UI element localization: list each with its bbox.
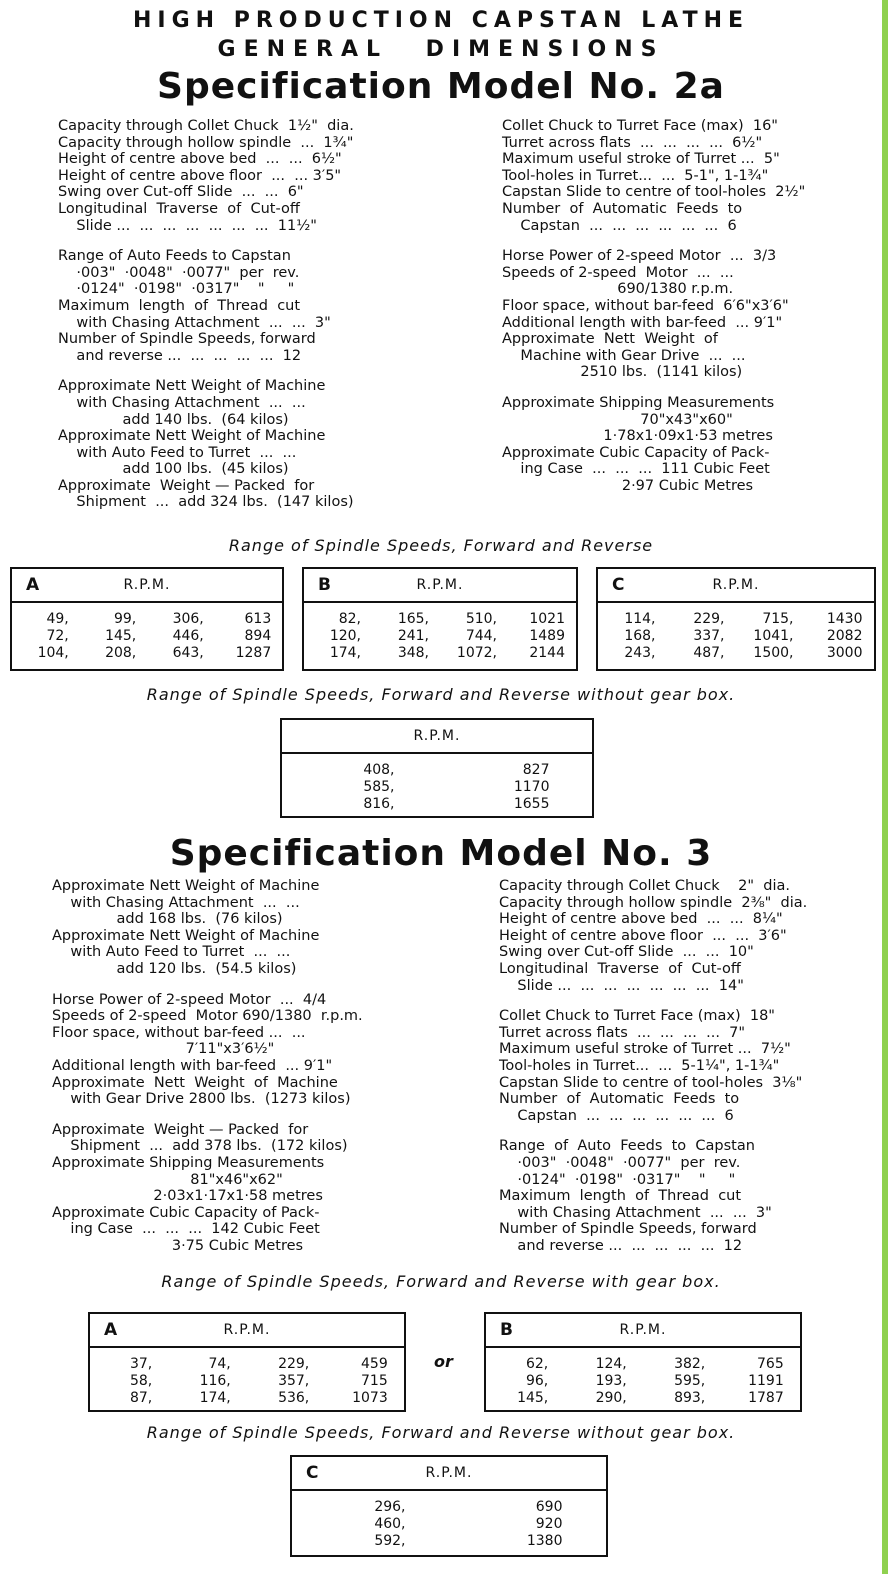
spec-line: ing Case ... ... ... 111 Cubic Feet bbox=[502, 461, 770, 478]
table-cell: 459 bbox=[361, 1356, 388, 1372]
table-row bbox=[292, 1533, 606, 1550]
spec-line: Machine with Gear Drive ... ... bbox=[502, 347, 746, 364]
spec-line: Swing over Cut-off Slide ... ... 10" bbox=[499, 944, 754, 961]
spec-line: 70"x43"x60" bbox=[502, 411, 733, 428]
table-cell: 229, bbox=[693, 611, 725, 627]
spec-line: Approximate Shipping Measurements bbox=[52, 1154, 325, 1171]
spec-line: 1·78x1·09x1·53 metres bbox=[502, 428, 773, 445]
table-cell: 536, bbox=[278, 1390, 310, 1406]
table-cell: 690 bbox=[535, 1499, 563, 1515]
table-cell: 643, bbox=[172, 645, 204, 661]
spec-line: Approximate Nett Weight of Machine bbox=[52, 1074, 338, 1091]
spec-line: Capacity through Collet Chuck 2" dia. bbox=[499, 878, 790, 894]
spec-gap bbox=[499, 994, 843, 1008]
table-cell: 1430 bbox=[826, 611, 863, 627]
spec-line: ·003" ·0048" ·0077" per rev. bbox=[499, 1154, 741, 1171]
table-header bbox=[12, 569, 282, 603]
spec-line: Approximate Nett Weight of Machine bbox=[52, 878, 320, 894]
table-cell: 296, bbox=[374, 1499, 406, 1515]
table-cell: 613 bbox=[244, 611, 272, 627]
table-letter: A bbox=[26, 575, 40, 595]
spec-line: Range of Auto Feeds to Capstan bbox=[58, 248, 291, 265]
spec-gap bbox=[52, 978, 392, 992]
table-header bbox=[292, 1457, 606, 1491]
spec-line: Additional length with bar-feed ... 9′1" bbox=[52, 1057, 333, 1074]
page-edge bbox=[882, 0, 888, 1574]
spec-gap bbox=[58, 234, 388, 248]
table-row bbox=[304, 611, 576, 628]
spec-line: Speeds of 2-speed Motor ... ... bbox=[502, 264, 734, 281]
spec-line: with Chasing Attachment ... ... 3" bbox=[58, 314, 331, 331]
table-row bbox=[486, 1356, 800, 1373]
spec-line: add 168 lbs. (76 kilos) bbox=[52, 911, 283, 928]
spec-line: Height of centre above floor ... ... 3′6" bbox=[499, 927, 787, 944]
table-row bbox=[282, 796, 592, 813]
model-3-right-specs bbox=[499, 878, 843, 1254]
table-cell: 174, bbox=[199, 1390, 231, 1406]
spec-line: Maximum length of Thread cut bbox=[499, 1188, 742, 1205]
table-cell: 357, bbox=[278, 1373, 310, 1389]
model-2a-table-nogear bbox=[280, 718, 594, 818]
model-3-range-heading: Range of Spindle Speeds, Forward and Reverse with gear box. bbox=[161, 1272, 721, 1291]
table-cell: 290, bbox=[595, 1390, 627, 1406]
rpm-label: R.P.M. bbox=[123, 577, 171, 593]
model-2a-right-specs bbox=[502, 118, 842, 494]
spec-line: Maximum length of Thread cut bbox=[58, 297, 301, 314]
spec-line: Swing over Cut-off Slide ... ... 6" bbox=[58, 184, 304, 201]
table-cell: 1287 bbox=[235, 645, 272, 661]
table-cell: 74, bbox=[208, 1356, 231, 1372]
table-header bbox=[282, 720, 592, 754]
table-cell: 894 bbox=[244, 628, 272, 644]
spec-gap bbox=[499, 1124, 843, 1138]
spec-line: add 100 lbs. (45 kilos) bbox=[58, 461, 289, 478]
table-cell: 1041, bbox=[753, 628, 794, 644]
table-letter: C bbox=[612, 575, 625, 595]
spec-line: Turret across flats ... ... ... ... 7" bbox=[499, 1024, 746, 1041]
table-cell: 62, bbox=[525, 1356, 549, 1372]
table-row bbox=[292, 1499, 606, 1516]
spec-line: 2·03x1·17x1·58 metres bbox=[52, 1188, 323, 1205]
spec-line: ing Case ... ... ... 142 Cubic Feet bbox=[52, 1221, 320, 1238]
table-header bbox=[90, 1314, 404, 1348]
spec-line: Approximate Nett Weight of Machine bbox=[52, 927, 320, 944]
table-cell: 715, bbox=[762, 611, 794, 627]
spec-line: 2·97 Cubic Metres bbox=[502, 477, 754, 494]
spec-line: Approximate Nett Weight of Machine bbox=[58, 378, 326, 395]
spec-gap bbox=[58, 364, 388, 378]
spec-line: Speeds of 2-speed Motor 690/1380 r.p.m. bbox=[52, 1008, 363, 1025]
table-cell: 1489 bbox=[529, 628, 565, 644]
table-cell: 58, bbox=[129, 1373, 153, 1389]
spec-line: and reverse ... ... ... ... ... 12 bbox=[58, 347, 302, 364]
spec-line: and reverse ... ... ... ... ... 12 bbox=[499, 1237, 743, 1254]
spec-line: with Chasing Attachment ... ... bbox=[52, 894, 300, 911]
table-cell: 49, bbox=[46, 611, 69, 627]
spec-line: Capacity through hollow spindle 2⅜" dia. bbox=[499, 894, 808, 911]
spec-line: Maximum useful stroke of Turret ... 5" bbox=[502, 151, 780, 168]
table-cell: 920 bbox=[535, 1516, 563, 1532]
spec-line: Capstan ... ... ... ... ... ... 6 bbox=[499, 1107, 734, 1124]
spec-line: Approximate Nett Weight of bbox=[502, 331, 718, 348]
table-cell: 2144 bbox=[529, 645, 565, 661]
table-cell: 2082 bbox=[826, 628, 863, 644]
table-cell: 114, bbox=[624, 611, 656, 627]
table-cell: 145, bbox=[517, 1390, 549, 1406]
table-cell: 174, bbox=[329, 645, 361, 661]
table-row bbox=[90, 1356, 404, 1373]
spec-gap bbox=[502, 234, 842, 248]
table-cell: 37, bbox=[129, 1356, 153, 1372]
table-row bbox=[304, 628, 576, 645]
table-header bbox=[486, 1314, 800, 1348]
spec-line: Capstan ... ... ... ... ... ... 6 bbox=[502, 217, 737, 234]
spec-line: Turret across flats ... ... ... ... 6½" bbox=[502, 134, 763, 151]
spec-line: Capstan Slide to centre of tool-holes 2½" bbox=[502, 184, 806, 201]
spec-line: Height of centre above bed ... ... 8¼" bbox=[499, 911, 783, 928]
spec-line: Horse Power of 2-speed Motor ... 3/3 bbox=[502, 248, 777, 265]
table-cell: 116, bbox=[199, 1373, 231, 1389]
model-2a-table-a bbox=[10, 567, 284, 671]
model-3-table-a bbox=[88, 1312, 406, 1412]
table-cell: 243, bbox=[624, 645, 656, 661]
spec-line: with Chasing Attachment ... ... bbox=[58, 394, 306, 411]
spec-line: ·0124" ·0198" ·0317" " " bbox=[499, 1171, 736, 1188]
table-letter: A bbox=[104, 1320, 118, 1340]
spec-line: with Gear Drive 2800 lbs. (1273 kilos) bbox=[52, 1091, 351, 1108]
spec-line: Capacity through hollow spindle ... 1¾" bbox=[58, 134, 354, 151]
spec-line: Capstan Slide to centre of tool-holes 3⅛" bbox=[499, 1074, 803, 1091]
table-row bbox=[12, 611, 282, 628]
spec-line: Horse Power of 2-speed Motor ... 4/4 bbox=[52, 991, 327, 1008]
table-row bbox=[90, 1373, 404, 1390]
table-cell: 96, bbox=[525, 1373, 549, 1389]
rpm-label: R.P.M. bbox=[712, 577, 760, 593]
rpm-label: R.P.M. bbox=[416, 577, 464, 593]
table-cell: 1170 bbox=[513, 779, 550, 795]
table-cell: 744, bbox=[465, 628, 497, 644]
model-3-table-nogear bbox=[290, 1455, 608, 1557]
table-cell: 827 bbox=[522, 762, 550, 778]
model-3-left-specs bbox=[52, 878, 392, 1254]
table-cell: 382, bbox=[674, 1356, 706, 1372]
table-letter: B bbox=[318, 575, 331, 595]
table-cell: 408, bbox=[363, 762, 395, 778]
table-row bbox=[598, 611, 874, 628]
table-row bbox=[282, 779, 592, 796]
table-cell: 337, bbox=[693, 628, 725, 644]
header-line-1: HIGH PRODUCTION CAPSTAN LATHE bbox=[132, 8, 750, 33]
spec-line: Longitudinal Traverse of Cut-off bbox=[58, 200, 300, 217]
spec-line: Number of Automatic Feeds to bbox=[499, 1091, 740, 1108]
spec-line: Collet Chuck to Turret Face (max) 18" bbox=[499, 1008, 775, 1025]
table-cell: 592, bbox=[374, 1533, 406, 1549]
spec-line: Approximate Weight — Packed for bbox=[52, 1121, 309, 1138]
spec-line: Maximum useful stroke of Turret ... 7½" bbox=[499, 1041, 791, 1058]
model-2a-table-c bbox=[596, 567, 876, 671]
table-cell: 87, bbox=[129, 1390, 153, 1406]
model-2a-range-heading: Range of Spindle Speeds, Forward and Reverse bbox=[228, 536, 654, 555]
model-3-title: Specification Model No. 3 bbox=[169, 833, 713, 874]
spec-line: 690/1380 r.p.m. bbox=[502, 281, 734, 298]
rpm-label: R.P.M. bbox=[425, 1465, 473, 1481]
table-row bbox=[598, 645, 874, 662]
table-cell: 104, bbox=[37, 645, 69, 661]
spec-line: ·0124" ·0198" ·0317" " " bbox=[58, 281, 295, 298]
spec-line: add 120 lbs. (54.5 kilos) bbox=[52, 960, 297, 977]
table-cell: 120, bbox=[329, 628, 361, 644]
table-letter: B bbox=[500, 1320, 513, 1340]
table-cell: 1072, bbox=[456, 645, 497, 661]
table-cell: 1500, bbox=[753, 645, 794, 661]
table-cell: 168, bbox=[624, 628, 656, 644]
spec-line: Floor space, without bar-feed ... ... bbox=[52, 1024, 306, 1041]
spec-line: Floor space, without bar-feed 6′6"x3′6" bbox=[502, 297, 789, 314]
spec-line: add 140 lbs. (64 kilos) bbox=[58, 411, 289, 428]
spec-line: Shipment ... add 378 lbs. (172 kilos) bbox=[52, 1138, 348, 1155]
table-cell: 82, bbox=[338, 611, 361, 627]
table-cell: 208, bbox=[105, 645, 137, 661]
model-3-range-heading-nogear: Range of Spindle Speeds, Forward and Reverse without gear box. bbox=[146, 1423, 736, 1442]
table-cell: 124, bbox=[595, 1356, 627, 1372]
spec-line: Approximate Shipping Measurements bbox=[502, 394, 775, 411]
spec-line: Capacity through Collet Chuck 1½" dia. bbox=[58, 118, 354, 134]
table-cell: 765 bbox=[757, 1356, 784, 1372]
rpm-label: R.P.M. bbox=[413, 728, 461, 744]
table-cell: 306, bbox=[172, 611, 204, 627]
or-label: or bbox=[434, 1352, 453, 1371]
table-header bbox=[304, 569, 576, 603]
table-cell: 99, bbox=[113, 611, 137, 627]
spec-line: 81"x46"x62" bbox=[52, 1171, 283, 1188]
spec-gap bbox=[52, 1108, 392, 1122]
spec-line: 3·75 Cubic Metres bbox=[52, 1237, 304, 1254]
table-cell: 715 bbox=[361, 1373, 388, 1389]
table-cell: 816, bbox=[363, 796, 395, 812]
table-row bbox=[12, 628, 282, 645]
table-header bbox=[598, 569, 874, 603]
spec-line: Approximate Weight — Packed for bbox=[58, 477, 315, 494]
model-2a-left-specs bbox=[58, 118, 388, 511]
table-cell: 1191 bbox=[748, 1373, 784, 1389]
header-line-2: GENERAL DIMENSIONS bbox=[217, 37, 665, 62]
table-cell: 229, bbox=[278, 1356, 310, 1372]
table-row bbox=[598, 628, 874, 645]
table-cell: 1380 bbox=[526, 1533, 563, 1549]
spec-line: Tool-holes in Turret... ... 5-1¼", 1-1¾" bbox=[499, 1057, 780, 1074]
table-row bbox=[292, 1516, 606, 1533]
table-cell: 145, bbox=[105, 628, 137, 644]
table-cell: 241, bbox=[397, 628, 429, 644]
spec-line: with Auto Feed to Turret ... ... bbox=[58, 444, 297, 461]
spec-line: Number of Spindle Speeds, forward bbox=[58, 331, 316, 348]
spec-line: Tool-holes in Turret... ... 5-1", 1-1¾" bbox=[502, 167, 769, 184]
spec-line: Slide ... ... ... ... ... ... ... 11½" bbox=[58, 217, 317, 234]
table-row bbox=[282, 762, 592, 779]
spec-line: Height of centre above bed ... ... 6½" bbox=[58, 151, 342, 168]
table-cell: 585, bbox=[363, 779, 395, 795]
table-cell: 893, bbox=[674, 1390, 706, 1406]
spec-line: Number of Automatic Feeds to bbox=[502, 200, 743, 217]
table-cell: 193, bbox=[595, 1373, 627, 1389]
model-3-table-b bbox=[484, 1312, 802, 1412]
table-row bbox=[486, 1373, 800, 1390]
spec-line: Number of Spindle Speeds, forward bbox=[499, 1221, 757, 1238]
table-letter: C bbox=[306, 1463, 319, 1483]
spec-line: Approximate Cubic Capacity of Pack- bbox=[502, 444, 770, 461]
spec-line: 7′11"x3′6½" bbox=[52, 1041, 275, 1058]
table-cell: 487, bbox=[693, 645, 725, 661]
table-cell: 510, bbox=[465, 611, 497, 627]
model-2a-title: Specification Model No. 2a bbox=[157, 66, 725, 107]
spec-line: with Chasing Attachment ... ... 3" bbox=[499, 1204, 772, 1221]
table-cell: 165, bbox=[397, 611, 429, 627]
spec-line: Additional length with bar-feed ... 9′1" bbox=[502, 314, 783, 331]
table-row bbox=[12, 645, 282, 662]
spec-line: Approximate Nett Weight of Machine bbox=[58, 428, 326, 445]
table-cell: 348, bbox=[397, 645, 429, 661]
spec-line: Height of centre above floor ... ... 3′5" bbox=[58, 167, 342, 184]
table-cell: 460, bbox=[374, 1516, 406, 1532]
spec-line: Collet Chuck to Turret Face (max) 16" bbox=[502, 118, 778, 134]
table-row bbox=[304, 645, 576, 662]
spec-line: 2510 lbs. (1141 kilos) bbox=[502, 364, 743, 381]
table-cell: 1021 bbox=[529, 611, 565, 627]
model-2a-range-heading-nogear: Range of Spindle Speeds, Forward and Reverse without gear box. bbox=[146, 685, 736, 704]
rpm-label: R.P.M. bbox=[223, 1322, 271, 1338]
table-row bbox=[90, 1390, 404, 1407]
spec-line: Approximate Cubic Capacity of Pack- bbox=[52, 1204, 320, 1221]
table-cell: 595, bbox=[674, 1373, 706, 1389]
spec-line: Longitudinal Traverse of Cut-off bbox=[499, 960, 741, 977]
spec-line: Shipment ... add 324 lbs. (147 kilos) bbox=[58, 494, 354, 511]
spec-line: ·003" ·0048" ·0077" per rev. bbox=[58, 264, 300, 281]
rpm-label: R.P.M. bbox=[619, 1322, 667, 1338]
table-cell: 1787 bbox=[748, 1390, 784, 1406]
spec-gap bbox=[502, 381, 842, 395]
table-cell: 446, bbox=[172, 628, 204, 644]
table-cell: 3000 bbox=[826, 645, 863, 661]
table-cell: 1655 bbox=[513, 796, 550, 812]
spec-line: with Auto Feed to Turret ... ... bbox=[52, 944, 291, 961]
table-cell: 72, bbox=[46, 628, 69, 644]
spec-line: Slide ... ... ... ... ... ... ... 14" bbox=[499, 977, 744, 994]
model-2a-table-b bbox=[302, 567, 578, 671]
spec-line: Range of Auto Feeds to Capstan bbox=[499, 1138, 755, 1155]
table-cell: 1073 bbox=[352, 1390, 388, 1406]
table-row bbox=[486, 1390, 800, 1407]
